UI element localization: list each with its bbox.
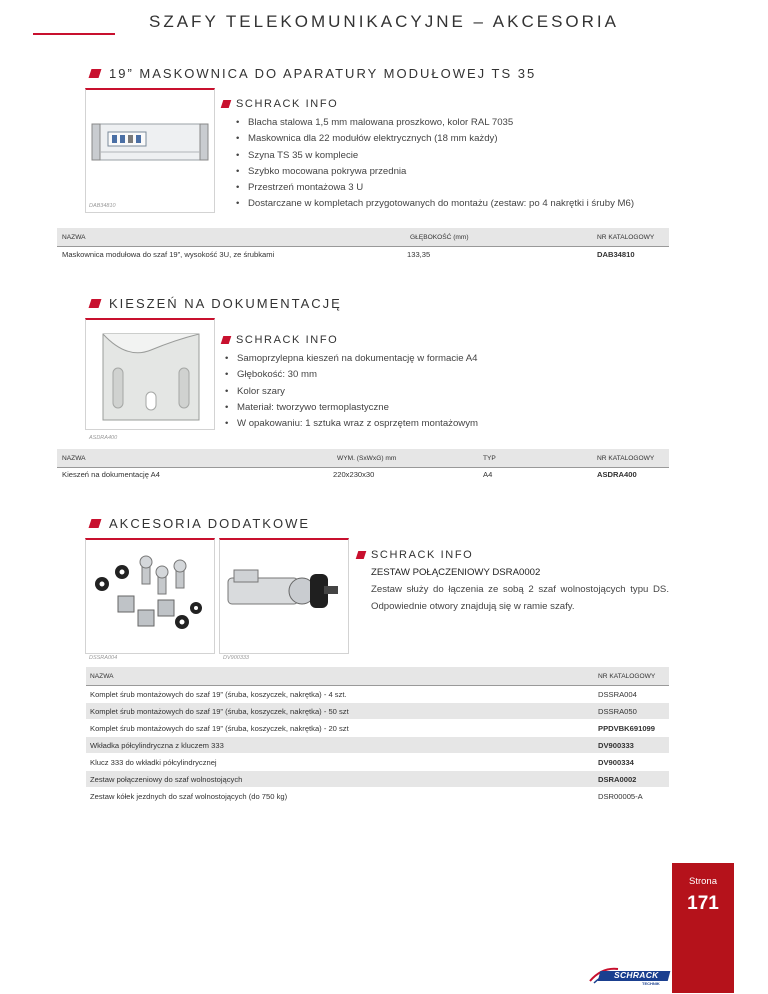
cylinder-lock-icon [220, 548, 348, 648]
cell-name: Zestaw kółek jezdnych do szaf wolnostojących (do 750 kg) [90, 792, 288, 801]
table-row [57, 469, 669, 485]
cell-name: Wkładka półcylindryczna z kluczem 333 [90, 741, 224, 750]
image-caption: DSSRA004 [89, 655, 118, 661]
list-item: • Maskownica dla 22 modułów elektrycznych (18 mm każdy) [236, 131, 696, 147]
page-title: SZAFY TELEKOMUNIKACYJNE – AKCESORIA [149, 12, 619, 31]
list-item: • Materiał: tworzywo termoplastyczne [225, 400, 665, 416]
document-pocket-icon [91, 324, 211, 424]
schrack-info-heading: SCHRACK INFO [222, 98, 338, 110]
product-image-dab34810 [85, 88, 215, 213]
section-heading-maskownica [90, 66, 536, 81]
product-image-asdra400 [85, 318, 215, 441]
section-title: AKCESORIA DODATKOWE [109, 516, 311, 531]
list-item: • Blacha stalowa 1,5 mm malowana proszkowo, kolor RAL 7035 [236, 115, 696, 131]
column-header: NR KATALOGOWY [597, 234, 655, 241]
column-header: TYP [483, 455, 496, 462]
column-header: NR KATALOGOWY [598, 673, 656, 680]
cell-code: PPDVBK691099 [598, 724, 655, 733]
cell-code: ASDRA400 [597, 470, 637, 479]
feature-list [225, 351, 665, 432]
section-marker-icon [89, 519, 102, 528]
cell-dims: 220x230x30 [333, 470, 375, 479]
table-row [57, 249, 669, 265]
schrack-logo [588, 965, 674, 987]
table-header [86, 667, 669, 686]
info-subtitle: ZESTAW POŁĄCZENIOWY DSRA0002 [371, 567, 541, 578]
table-row [86, 720, 669, 737]
list-item: • Przestrzeń montażowa 3 U [236, 180, 696, 196]
cell-name: Zestaw połączeniowy do szaf wolnostojących [90, 775, 243, 784]
cell-code: DAB34810 [597, 250, 635, 259]
table-row [86, 771, 669, 788]
product-image-dv900333 [219, 538, 349, 661]
info-marker-icon [356, 551, 367, 559]
column-header: NAZWA [90, 673, 114, 680]
schrack-info-heading: SCHRACK INFO [357, 549, 473, 561]
cell-code: DSR00005-A [598, 792, 643, 801]
info-marker-icon [221, 336, 232, 344]
column-header: NAZWA [62, 234, 86, 241]
section-title: KIESZEŃ NA DOKUMENTACJĘ [109, 296, 342, 311]
list-item: • W opakowaniu: 1 sztuka wraz z osprzętem montażowym [225, 416, 665, 432]
cell-code: DV900334 [598, 758, 634, 767]
cell-name: Klucz 333 do wkładki półcylindrycznej [90, 758, 217, 767]
section-marker-icon [89, 299, 102, 308]
schrack-info-heading: SCHRACK INFO [222, 334, 338, 346]
table-row [86, 788, 669, 805]
screw-set-icon [86, 546, 214, 646]
cell-code: DV900333 [598, 741, 634, 750]
info-marker-icon [221, 100, 232, 108]
page-number-tab [672, 863, 734, 993]
cell-code: DSSRA004 [598, 690, 637, 699]
logo-subtext: TECHNIK [642, 981, 660, 986]
feature-list [236, 115, 696, 213]
mounting-panel-icon [86, 104, 214, 194]
image-caption: DV900333 [223, 655, 249, 661]
table-header [57, 449, 669, 468]
table-header [57, 228, 669, 247]
table-row [86, 754, 669, 771]
cell-type: A4 [483, 470, 493, 479]
accessories-table-body [86, 686, 669, 805]
list-item: • Kolor szary [225, 384, 665, 400]
table-row [86, 737, 669, 754]
cell-code: DSSRA050 [598, 707, 637, 716]
column-header: GŁĘBOKOŚĆ (mm) [410, 234, 469, 241]
info-description: Zestaw służy do łączenia ze sobą 2 szaf wolnostojących typu DS. Odpowiednie otwory znajdują się w ramie szafy. [371, 584, 669, 612]
table-row [86, 686, 669, 703]
list-item: • Samoprzylepna kieszeń na dokumentację w formacie A4 [225, 351, 665, 367]
cell-name: Maskownica modułowa do szaf 19”, wysokość 3U, ze śrubkami [62, 250, 275, 259]
title-underline [33, 33, 115, 35]
section-marker-icon [89, 69, 102, 78]
column-header: NR KATALOGOWY [597, 455, 655, 462]
page-label: Strona [689, 876, 717, 887]
table-row [86, 703, 669, 720]
list-item: • Głębokość: 30 mm [225, 367, 665, 383]
cell-name: Komplet śrub montażowych do szaf 19” (śruba, koszyczek, nakrętka) - 50 szt [90, 707, 349, 716]
page-number: 171 [687, 893, 719, 914]
section-heading-akcesoria [90, 516, 310, 531]
image-caption: ASDRA400 [89, 435, 118, 441]
logo-text: SCHRACK [614, 970, 659, 980]
list-item: • Szybko mocowana pokrywa przednia [236, 164, 696, 180]
list-item: • Szyna TS 35 w komplecie [236, 148, 696, 164]
product-image-dssra004 [85, 538, 215, 661]
cell-name: Kieszeń na dokumentację A4 [62, 470, 160, 479]
cell-name: Komplet śrub montażowych do szaf 19” (śruba, koszyczek, nakrętka) - 4 szt. [90, 690, 347, 699]
image-caption: DAB34810 [89, 203, 116, 209]
cell-code: DSRA0002 [598, 775, 637, 784]
section-heading-kieszen [90, 296, 342, 311]
column-header: WYM. (SxWxG) mm [337, 455, 397, 462]
section-title: 19” MASKOWNICA DO APARATURY MODUŁOWEJ TS 35 [109, 66, 537, 81]
cell-depth: 133,35 [407, 250, 431, 259]
cell-name: Komplet śrub montażowych do szaf 19” (śruba, koszyczek, nakrętka) - 20 szt [90, 724, 349, 733]
list-item: • Dostarczane w kompletach przygotowanych do montażu (zestaw: po 4 nakrętki i śruby M6) [236, 196, 696, 212]
column-header: NAZWA [62, 455, 86, 462]
